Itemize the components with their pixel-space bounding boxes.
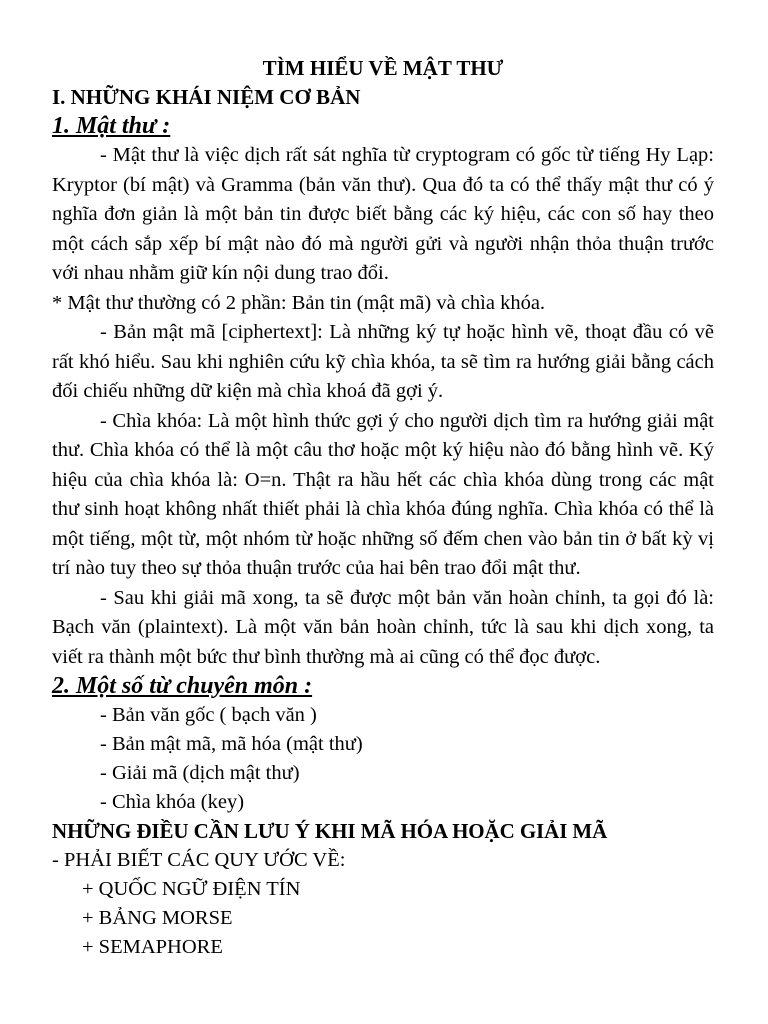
term-item: - Giải mã (dịch mật thư) [100,762,300,784]
notes-heading: NHỮNG ĐIỀU CẦN LƯU Ý KHI MÃ HÓA HOẶC GIẢI MÃ [52,819,608,843]
paragraph-two-parts: * Mật thư thường có 2 phần: Bản tin (mật mã) và chìa khóa. [52,291,546,314]
subsection-heading-terms: 2. Một số từ chuyên môn : [52,673,313,699]
paragraph-key: - Chìa khóa: Là một hình thức gợi ý cho người dịch tìm ra hướng giải mật thư. Chìa khóa có thể là một câu thơ hoặc một ký hiệu nào đó bằng hình vẽ. Ký hiệu của chìa khóa là: O=n. Thật ra hầu hết các chìa khóa dùng trong các mật thư sinh hoạt không nhất thiết phải là chìa khóa đúng nghĩa. Chìa khóa có thể là một tiếng, một từ, một nhóm từ hoặc những số đếm chen vào bản tin ở bất kỳ vị trí nào tuy theo sự thỏa thuận trước của hai bên trao đổi mật thư. [52,409,714,579]
paragraph-definition: - Mật thư là việc dịch rất sát nghĩa từ cryptogram có gốc từ tiếng Hy Lạp: Kryptor (bí mật) và Gramma (bản văn thư). Qua đó ta có thể thấy mật thư có ý nghĩa đơn giản là một bản tin được biết bằng các ký hiệu, các con số hay theo một cách sắp xếp bí mật nào đó mà người gửi và người nhận thỏa thuận trước với nhau nhằm giữ kín nội dung trao đổi. [52,144,714,284]
term-item: - Bản mật mã, mã hóa (mật thư) [100,733,363,755]
document-page [52,54,714,962]
term-item: - Chìa khóa (key) [100,791,245,813]
term-item: - Bản văn gốc ( bạch văn ) [100,704,317,726]
convention-item: + BẢNG MORSE [82,907,233,929]
convention-item: + SEMAPHORE [82,936,223,958]
must-know-line: - PHẢI BIẾT CÁC QUY ƯỚC VỀ: [52,849,346,871]
convention-item: + QUỐC NGỮ ĐIỆN TÍN [82,878,301,900]
paragraph-plaintext: - Sau khi giải mã xong, ta sẽ được một bản văn hoàn chỉnh, ta gọi đó là: Bạch văn (plaintext). Là một văn bản hoàn chỉnh, tức là sau khi dịch xong, ta viết ra thành một bức thư bình thường mà ai cũng có thể đọc được. [52,586,714,668]
subsection-heading-cryptogram: 1. Mật thư : [52,113,171,139]
section-heading-basic-concepts: I. NHỮNG KHÁI NIỆM CƠ BẢN [52,85,361,109]
paragraph-ciphertext: - Bản mật mã [ciphertext]: Là những ký tự hoặc hình vẽ, thoạt đầu có vẽ rất khó hiểu. Sau khi nghiên cứu kỹ chìa khóa, ta sẽ tìm ra hướng giải bằng cách đối chiếu những dữ kiện mà chìa khoá đã gợi ý. [52,321,714,402]
document-title: TÌM HIỂU VỀ MẬT THƯ [262,56,504,80]
